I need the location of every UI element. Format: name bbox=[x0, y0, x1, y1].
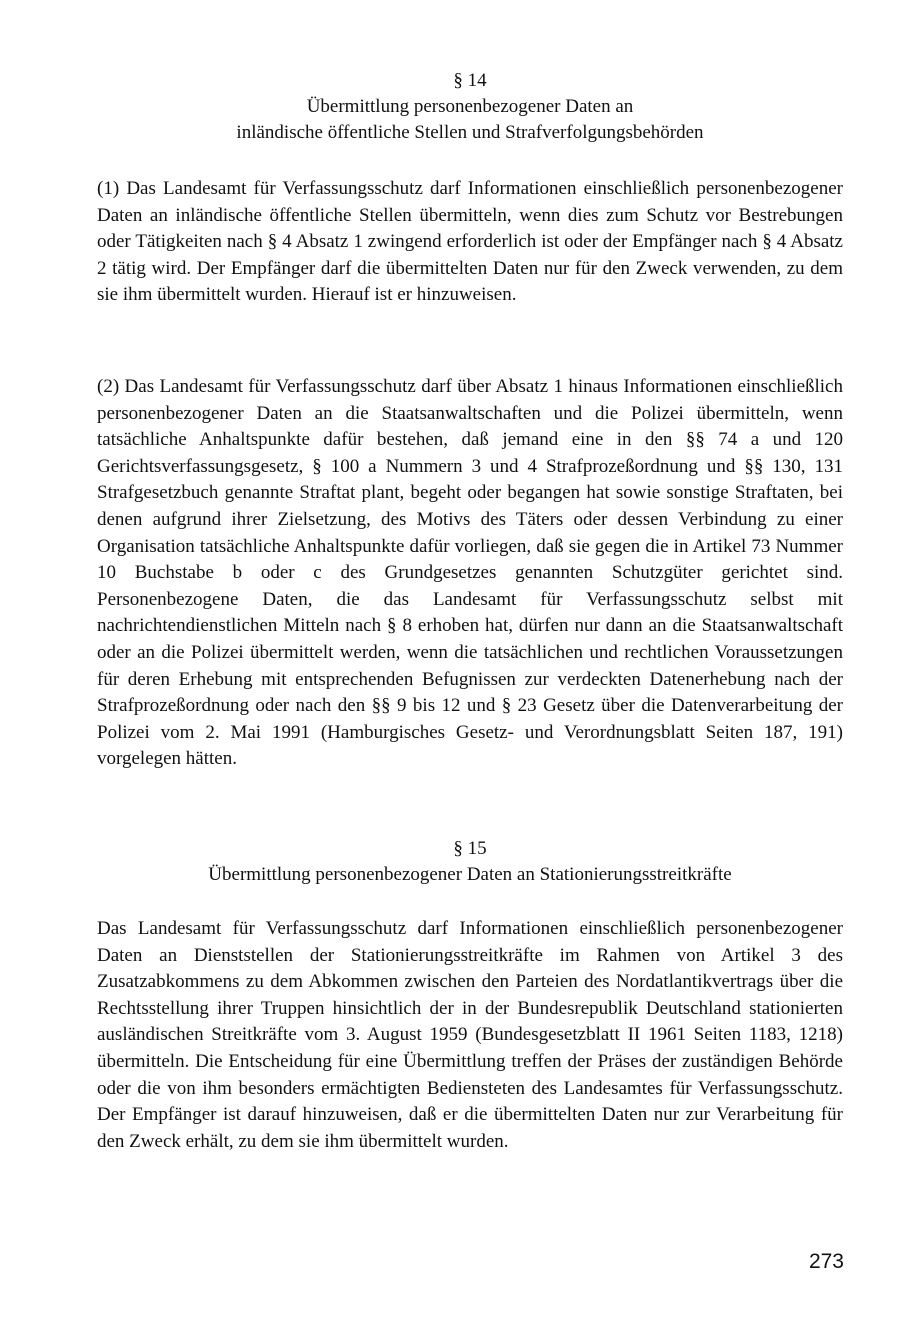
section-14-heading bbox=[97, 68, 843, 146]
section-15-heading bbox=[97, 836, 843, 888]
section-title: Übermittlung personenbezogener Daten an bbox=[306, 96, 634, 117]
section-title: inländische öffentliche Stellen und Strafverfolgungsbehörden bbox=[236, 122, 704, 143]
paragraph-14-1: (1) Das Landesamt für Verfassungsschutz darf Informationen einschließlich personenbezogener Daten an inländische öffentliche Stellen übermitteln, wenn dies zum Schutz vor Bestrebungen oder Tätigkeiten nach § 4 Absatz 1 zwingend erforderlich ist oder der Empfänger nach § 4 Absatz 2 tätig wird. Der Empfänger darf die übermittelten Daten nur für den Zweck verwenden, zu dem sie ihm übermittelt wurden. Hierauf ist er hinzuweisen. bbox=[97, 178, 843, 306]
section-number: § 15 bbox=[453, 838, 487, 859]
section-title: Übermittlung personenbezogener Daten an Stationierungsstreitkräfte bbox=[208, 864, 732, 885]
section-number: § 14 bbox=[453, 70, 487, 91]
page-number: 273 bbox=[808, 1250, 844, 1273]
paragraph-15: Das Landesamt für Verfassungsschutz darf Informationen einschließlich personenbezogener Daten an Dienststellen der Stationierungsstreitkräfte im Rahmen von Artikel 3 des Zusatzabkommens zu dem Abkommen zwischen den Parteien des Nordatlantikvertrags über die Rechtsstellung ihrer Truppen hinsichtlich der in der Bundesrepublik Deutschland stationierten ausländischen Streitkräfte vom 3. August 1959 (Bundesgesetzblatt II 1961 Seiten 1183, 1218) übermitteln. Die Entscheidung für eine Übermittlung treffen der Präses der zuständigen Behörde oder die von ihm besonders ermächtigten Bediensteten des Landesamtes für Verfassungsschutz. Der Empfänger ist darauf hinzuweisen, daß er die übermittelten Daten nur zur Verarbeitung für den Zweck erhält, zu dem sie ihm übermittelt wurden. bbox=[97, 918, 843, 1152]
paragraph-14-2: (2) Das Landesamt für Verfassungsschutz darf über Absatz 1 hinaus Informationen einschließlich personenbezogener Daten an die Staatsanwaltschaften und die Polizei übermitteln, wenn tatsächliche Anhaltspunkte dafür bestehen, daß jemand eine in den §§ 74 a und 120 Gerichtsverfassungsgesetz, § 100 a Nummern 3 und 4 Strafprozeßordnung und §§ 130, 131 Strafgesetzbuch genannte Straftat plant, begeht oder begangen hat sowie sonstige Straftaten, bei denen aufgrund ihrer Zielsetzung, des Motivs des Täters oder dessen Verbindung zu einer Organisation tatsächliche Anhaltspunkte dafür vorliegen, daß sie gegen die in Artikel 73 Nummer 10 Buchstabe b oder c des Grundgesetzes genannten Schutzgüter gerichtet sind. Personenbezogene Daten, die das Landesamt für Verfassungsschutz selbst mit nachrichtendienstlichen Mitteln nach § 8 erhoben hat, dürfen nur dann an die Staatsanwaltschaft oder an die Polizei übermittelt werden, wenn die tatsächlichen und rechtlichen Voraussetzungen für deren Erhebung mit entsprechenden Befugnissen zur verdeckten Datenerhebung nach der Strafprozeßordnung oder nach den §§ 9 bis 12 und § 23 Gesetz über die Datenverarbeitung der Polizei vom 2. Mai 1991 (Hamburgisches Gesetz- und Verordnungsblatt Seiten 187, 191) vorgelegen hätten. bbox=[97, 376, 843, 770]
